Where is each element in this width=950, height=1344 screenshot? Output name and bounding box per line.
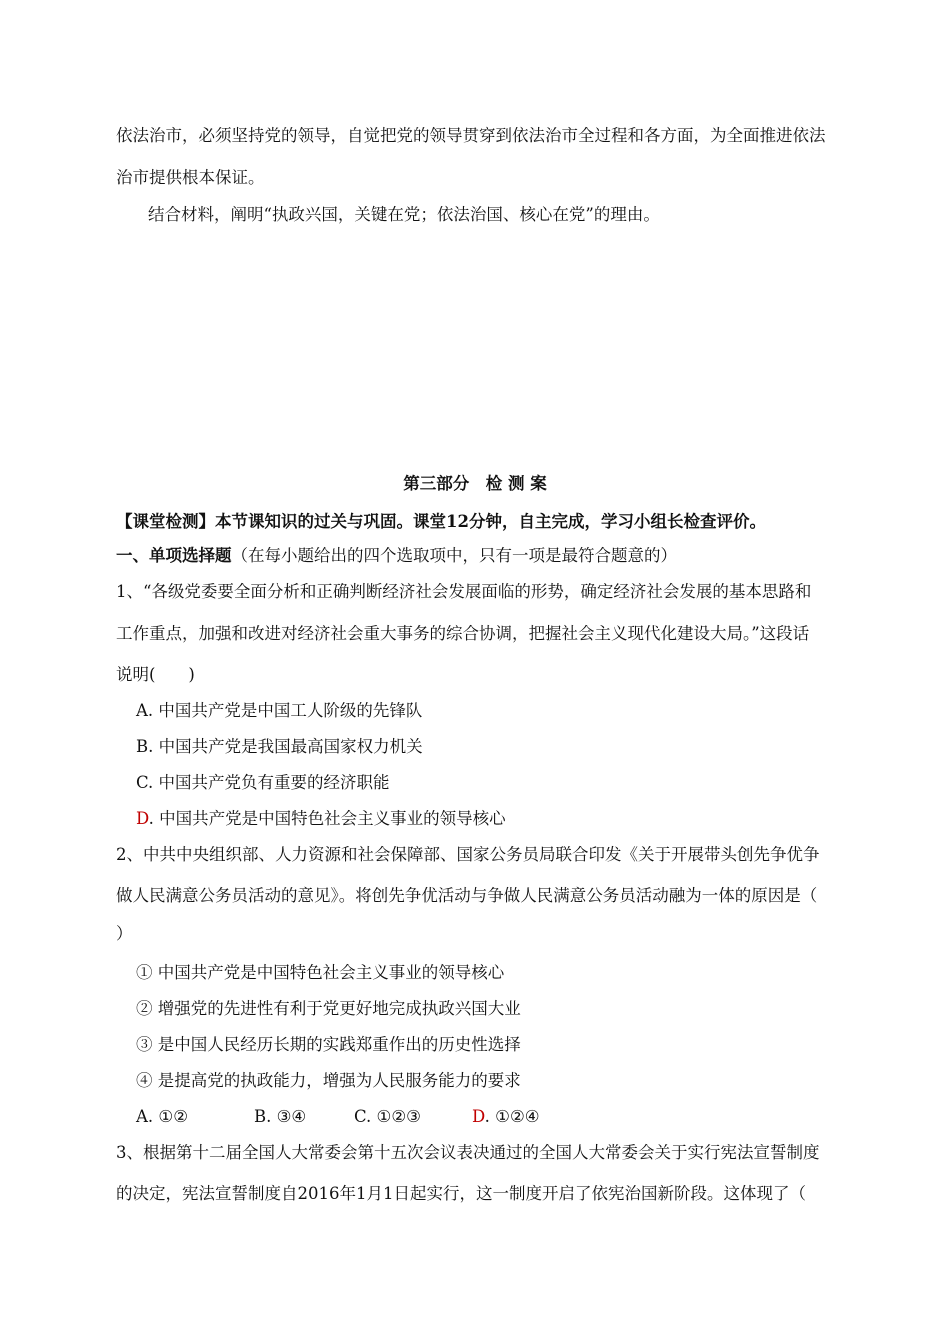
material-text: 依法治市，必须坚持党的领导，自觉把党的领导贯穿到依法治市全过程和各方面，为全面推进依法 [116, 126, 826, 145]
check-heading: 【课堂检测】本节课知识的过关与巩固。课堂12分钟，自主完成，学习小组长检查评价。 [116, 512, 766, 531]
statement-text: ① 中国共产党是中国特色社会主义事业的领导核心 [136, 963, 505, 982]
question-text: 3、根据第十二届全国人大常委会第十五次会议表决通过的全国人大常委会关于实行宪法宣誓制度 [116, 1143, 820, 1162]
question-text: 2、中共中央组织部、人力资源和社会保障部、国家公务员局联合印发《关于开展带头创先争优争 [116, 845, 820, 864]
option-text: . 中国共产党是中国特色社会主义事业的领导核心 [148, 809, 506, 828]
question-text: 做人民满意公务员活动的意见》。将创先争优活动与争做人民满意公务员活动融为一体的原因是（ [116, 886, 818, 905]
option-text: . 中国共产党负有重要的经济职能 [148, 773, 390, 792]
option-b [136, 735, 423, 759]
task-text: 结合材料，阐明“执政兴国，关键在党；依法治国、核心在党”的理由。 [148, 205, 660, 224]
question-text: 说明( ) [116, 665, 195, 684]
option-letter-answer: D [136, 809, 149, 828]
option-b [254, 1105, 306, 1129]
option-a [136, 699, 422, 723]
question-text: 工作重点，加强和改进对经济社会重大事务的综合协调，把握社会主义现代化建设大局。”这段话 [116, 624, 810, 643]
option-letter: B [136, 737, 149, 756]
option-letter: C [136, 773, 149, 792]
mcq-note: （在每小题给出的四个选取项中，只有一项是最符合题意的） [231, 546, 677, 565]
mcq-heading: 一、单项选择题 [116, 546, 232, 565]
option-c [354, 1105, 421, 1129]
option-letter: B [254, 1107, 267, 1126]
option-letter-answer: D [472, 1107, 485, 1126]
material-text: 治市提供根本保证。 [116, 168, 265, 187]
option-d [136, 807, 506, 831]
option-a [136, 1105, 188, 1129]
option-text: . ③④ [266, 1107, 307, 1126]
question-text: 的决定，宪法宣誓制度自2016年1月1日起实行，这一制度开启了依宪治国新阶段。这体现了（ [116, 1184, 806, 1203]
option-text: . ①②③ [366, 1107, 421, 1126]
option-text: . ①②④ [484, 1107, 540, 1126]
option-c [136, 771, 390, 795]
option-text: . 中国共产党是中国工人阶级的先锋队 [147, 701, 423, 720]
question-text: ） [116, 924, 133, 943]
option-text: . ①② [147, 1107, 188, 1126]
option-d [472, 1105, 540, 1129]
option-letter: A [136, 701, 148, 720]
statement-text: ③ 是中国人民经历长期的实践郑重作出的历史性选择 [136, 1035, 521, 1054]
statement-text: ② 增强党的先进性有利于党更好地完成执政兴国大业 [136, 999, 521, 1018]
option-letter: A [136, 1107, 148, 1126]
mcq-heading-wrap [116, 544, 677, 568]
option-letter: C [354, 1107, 367, 1126]
question-text: 1、“各级党委要全面分析和正确判断经济社会发展面临的形势，确定经济社会发展的基本思路和 [116, 582, 812, 601]
section-title: 第三部分 检 测 案 [403, 474, 547, 493]
statement-text: ④ 是提高党的执政能力，增强为人民服务能力的要求 [136, 1071, 521, 1090]
option-text: . 中国共产党是我国最高国家权力机关 [148, 737, 423, 756]
